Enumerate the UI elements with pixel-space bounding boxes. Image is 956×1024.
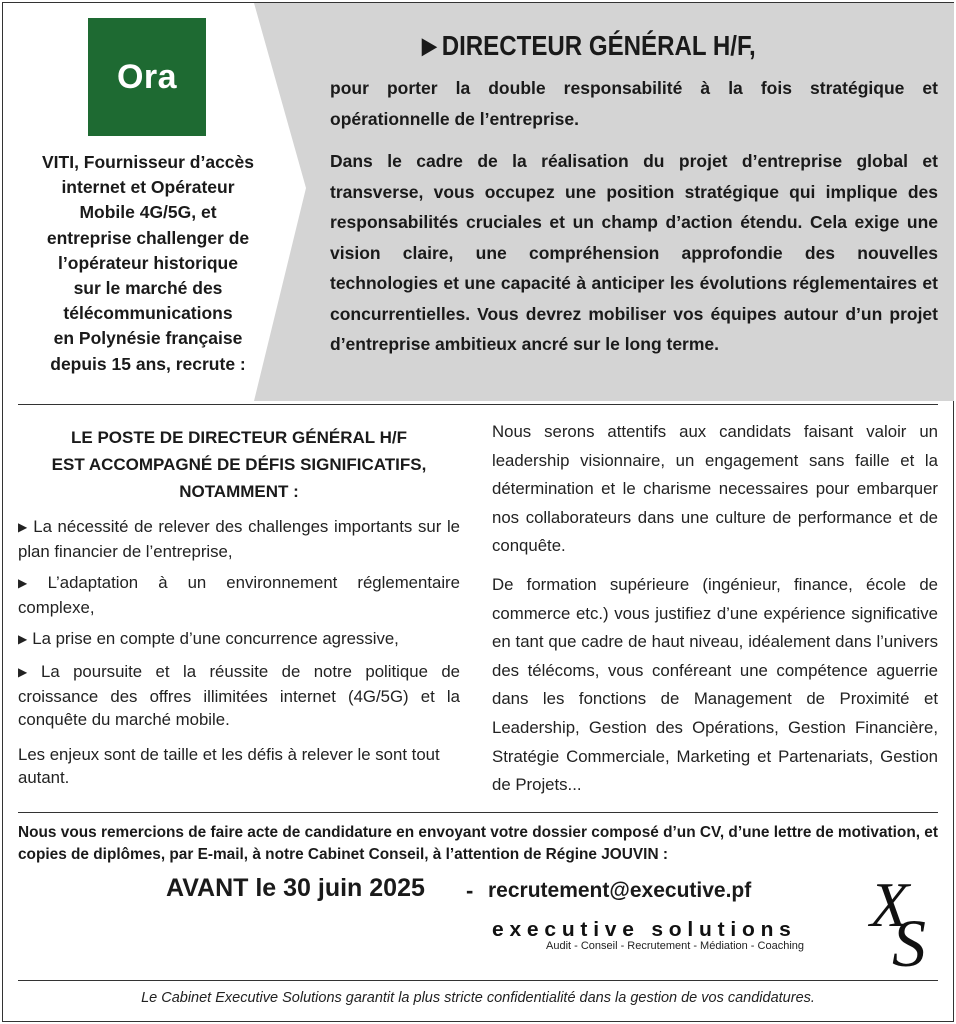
list-item-text: La prise en compte d’une concurrence agressive,: [32, 629, 399, 648]
intro-line: Mobile 4G/5G, et: [79, 202, 217, 223]
challenges-list: [18, 515, 460, 731]
company-intro: [10, 150, 286, 377]
list-item: [18, 627, 460, 652]
intro-line: l’opérateur historique: [58, 252, 238, 273]
ora-logo-text: Ora: [116, 57, 178, 96]
application-instructions: Nous vous remercions de faire acte de candidature en envoyant votre dossier composé d’un CV, d’une lettre de motivation, et copies de diplômes, par E-mail, à notre Cabinet Conseil, à l’attention de Régine JOUVIN :: [18, 824, 938, 863]
deadline-separator: -: [466, 878, 474, 903]
bullet-triangle-icon: ▶: [18, 665, 36, 679]
intro-line: sur le marché des: [73, 278, 223, 299]
challenges-title: [18, 424, 460, 505]
bullet-triangle-icon: ▶: [18, 576, 43, 590]
ora-logo: [88, 18, 206, 136]
bullet-triangle-icon: ▶: [18, 520, 29, 534]
profile-paragraph-1: Nous serons attentifs aux candidats faisant valoir un leadership visionnaire, un engagement sans faille et la détermination et le charisme necessaires pour embarquer nos collaborateurs dans une culture de performance et de conquête.: [492, 422, 938, 556]
intro-line: internet et Opérateur: [61, 177, 235, 198]
job-title: [422, 30, 756, 62]
list-item: [18, 515, 460, 563]
intro-line: VITI, Fournisseur d’accès: [41, 152, 255, 172]
challenges-title-line: EST ACCOMPAGNÉ DE DÉFIS SIGNIFICATIFS,: [51, 455, 427, 474]
xs-logo: [862, 868, 946, 972]
application-deadline: AVANT le 30 juin 2025: [166, 874, 425, 902]
job-description: Dans le cadre de la réalisation du projet d’entreprise global et transverse, vous occupez une position stratégique qui implique des responsabilités cruciales et un champ d’action étendu. Cela exige une vision claire, une compréhension approfondie des nouvelles technologies et une capacité à anticiper les évolutions réglementaires et concurrentielles. Vous devrez mobiliser vos équipes autour d’un projet d’entreprise ambitieux ancré sur le long terme.: [330, 151, 938, 354]
play-triangle-icon: ▶: [422, 33, 437, 58]
intro-line: télécommunications: [63, 303, 233, 324]
agency-name: executive solutions: [492, 919, 797, 941]
intro-line: depuis 15 ans, recrute :: [50, 353, 246, 374]
divider-top: [18, 404, 938, 405]
list-item: [18, 660, 460, 731]
divider-middle: [18, 812, 938, 813]
application-email[interactable]: recrutement@executive.pf: [488, 879, 752, 902]
agency-tagline: Audit - Conseil - Recrutement - Médiation - Coaching: [546, 940, 805, 952]
bullet-triangle-icon: ▶: [18, 632, 28, 646]
challenges-title-line: NOTAMMENT :: [179, 482, 299, 501]
list-item-text: La nécessité de relever des challenges importants sur le plan financier de l’entreprise,: [18, 517, 461, 561]
job-subtitle: pour porter la double responsabilité à la fois stratégique et opérationnelle de l’entreprise.: [330, 78, 938, 129]
list-item-text: La poursuite et la réussite de notre politique de croissance des offres illimitées internet (4G/5G) et la conquête du marché mobile.: [18, 662, 460, 729]
list-item: [18, 571, 460, 619]
xs-logo-x: X: [870, 869, 910, 940]
challenges-column: [18, 424, 460, 789]
intro-line: en Polynésie française: [53, 328, 243, 349]
xs-logo-s: S: [892, 905, 926, 972]
divider-bottom: [18, 980, 938, 981]
confidentiality-footer: Le Cabinet Executive Solutions garantit la plus stricte confidentialité dans la gestion de vos candidatures.: [141, 990, 815, 1006]
challenges-title-line: LE POSTE DE DIRECTEUR GÉNÉRAL H/F: [71, 428, 407, 447]
job-title-text: DIRECTEUR GÉNÉRAL H/F,: [441, 30, 756, 61]
list-item-text: L’adaptation à un environnement réglementaire complexe,: [18, 573, 460, 617]
profile-column: [492, 418, 938, 810]
challenges-closing: Les enjeux sont de taille et les défis à relever le sont tout autant.: [18, 745, 440, 787]
profile-paragraph-2: De formation supérieure (ingénieur, finance, école de commerce etc.) vous justifiez d’une expérience significative en tant que cadre de haut niveau, idéalement dans l’univers des télécoms, vous conféreant une compétence aguerrie dans les fonctions de Management de Proximité et Leadership, Gestion des Opérations, Gestion Financière, Stratégie Commerciale, Marketing et Partenariats, Gestion de Projets...: [492, 574, 938, 795]
intro-line: entreprise challenger de: [46, 227, 250, 248]
